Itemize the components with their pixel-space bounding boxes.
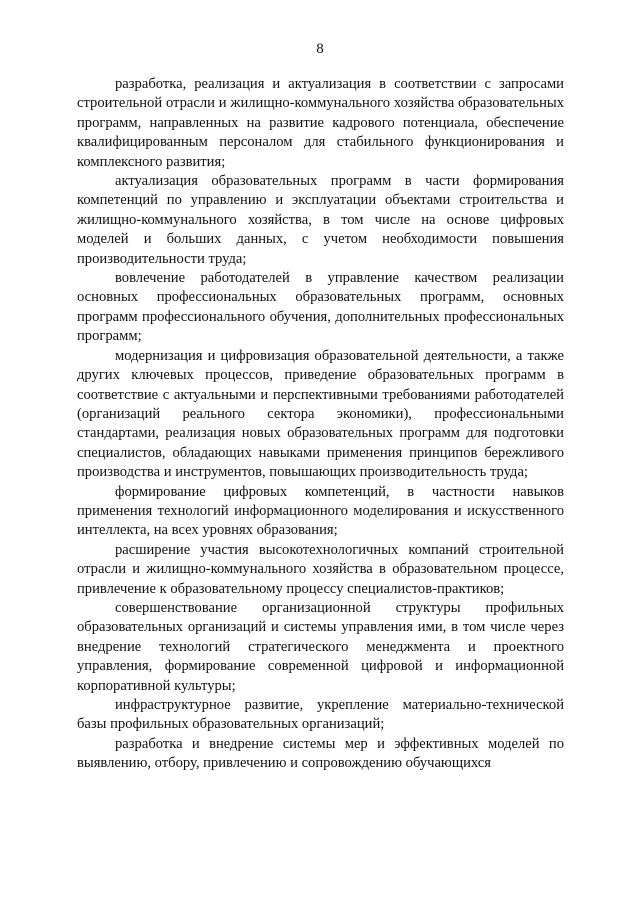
- paragraph: формирование цифровых компетенций, в частности навыков применения технологий информационного моделирования и искусственного интеллекта, на всех уровнях образования;: [77, 483, 564, 539]
- document-body: [77, 75, 564, 774]
- paragraph: модернизация и цифровизация образовательной деятельности, а также других ключевых процессов, приведение образовательных программ в соответствие с актуальными и перспективными требованиями работодателей (организаций реального сектора экономики), профессиональными стандартами, реализация новых образовательных программ для подготовки специалистов, обладающих навыками применения принципов бережливого производства и инструментов, повышающих производительность труда;: [77, 347, 564, 481]
- paragraph: совершенствование организационной структуры профильных образовательных организаций и системы управления ими, в том числе через внедрение технологий стратегического менеджмента и проектного управления, формирование современной цифровой и информационной корпоративной культуры;: [77, 599, 564, 694]
- paragraph: инфраструктурное развитие, укрепление материально-технической базы профильных образовательных организаций;: [77, 697, 564, 733]
- paragraph: разработка и внедрение системы мер и эффективных моделей по выявлению, отбору, привлечению и сопровождению обучающихся: [77, 735, 564, 772]
- paragraph: вовлечение работодателей в управление качеством реализации основных профессиональных образовательных программ, основных программ профессионального обучения, дополнительных профессиональных программ;: [77, 270, 564, 345]
- paragraph: актуализация образовательных программ в части формирования компетенций по управлению и эксплуатации объектами строительства и жилищно-коммунального хозяйства, в том числе на основе цифровых моделей и больших данных, с учетом необходимости повышения производительности труда;: [77, 173, 564, 267]
- paragraph: расширение участия высокотехнологичных компаний строительной отрасли и жилищно-коммунального хозяйства в образовательном процессе, привлечение к образовательному процессу специалистов-практиков;: [77, 541, 564, 597]
- page-number: 8: [316, 41, 324, 57]
- paragraph: разработка, реализация и актуализация в соответствии с запросами строительной отрасли и жилищно-коммунального хозяйства образовательных программ, направленных на развитие кадрового потенциала, обеспечение квалифицированным персоналом для стабильного функционирования и комплексного развития;: [77, 76, 564, 170]
